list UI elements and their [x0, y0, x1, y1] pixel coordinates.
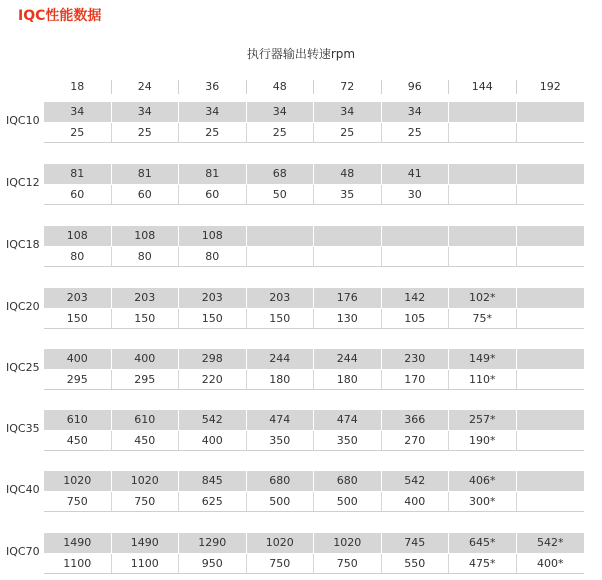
table-cell: 1490 — [112, 533, 180, 553]
table-cell: 257* — [449, 410, 517, 430]
model-label: IQC12 — [6, 176, 40, 189]
table-cell — [382, 247, 450, 266]
table-cell: 950 — [179, 554, 247, 573]
table-cell: 34 — [382, 102, 450, 122]
model-group — [0, 102, 602, 143]
page-title: IQC性能数据 — [18, 8, 102, 24]
table-cell: 1290 — [179, 533, 247, 553]
speed-header-cell: 96 — [382, 80, 450, 94]
table-cell: 750 — [314, 554, 382, 573]
table-cell: 300* — [449, 492, 517, 511]
table-cell: 75* — [449, 309, 517, 328]
table-cell — [517, 288, 585, 308]
table-cell — [449, 164, 517, 184]
table-cell: 750 — [44, 492, 112, 511]
torque-row-rated — [44, 431, 584, 451]
torque-row-max — [44, 410, 584, 430]
table-cell: 610 — [112, 410, 180, 430]
torque-row-rated — [44, 247, 584, 267]
table-cell: 542 — [382, 471, 450, 491]
speed-header-cell: 24 — [112, 80, 180, 94]
table-cell: 203 — [247, 288, 315, 308]
table-cell: 474 — [314, 410, 382, 430]
table-cell: 1100 — [112, 554, 180, 573]
table-cell: 1020 — [44, 471, 112, 491]
table-cell: 1100 — [44, 554, 112, 573]
table-cell: 203 — [44, 288, 112, 308]
table-cell: 500 — [314, 492, 382, 511]
table-cell: 474 — [247, 410, 315, 430]
table-cell: 400 — [179, 431, 247, 450]
torque-row-rated — [44, 123, 584, 143]
speed-header-cell: 48 — [247, 80, 315, 94]
table-cell: 81 — [44, 164, 112, 184]
speed-header-cell: 192 — [539, 80, 561, 93]
table-cell: 105 — [382, 309, 450, 328]
table-cell: 190* — [449, 431, 517, 450]
table-cell: 270 — [382, 431, 450, 450]
torque-row-max — [44, 226, 584, 246]
table-cell: 35 — [314, 185, 382, 204]
speed-header-cell: 144 — [449, 80, 517, 94]
model-label: IQC70 — [6, 545, 40, 558]
table-cell: 350 — [247, 431, 315, 450]
table-cell: 845 — [179, 471, 247, 491]
table-cell: 108 — [179, 226, 247, 246]
speed-header-cell: 72 — [314, 80, 382, 94]
table-cell — [517, 410, 585, 430]
table-cell: 34 — [44, 102, 112, 122]
speed-header-cell: 36 — [179, 80, 247, 94]
table-cell: 25 — [44, 123, 112, 142]
table-cell: 400* — [537, 557, 564, 570]
table-cell: 150 — [44, 309, 112, 328]
table-cell: 34 — [314, 102, 382, 122]
table-cell — [517, 102, 585, 122]
table-cell: 203 — [112, 288, 180, 308]
torque-row-max — [44, 288, 584, 308]
torque-row-max — [44, 102, 584, 122]
table-cell: 102* — [449, 288, 517, 308]
table-cell: 81 — [179, 164, 247, 184]
table-cell — [517, 247, 585, 266]
table-cell: 400 — [112, 349, 180, 369]
table-cell: 1020 — [247, 533, 315, 553]
table-cell: 34 — [179, 102, 247, 122]
torque-row-rated — [44, 370, 584, 390]
table-cell — [517, 309, 585, 328]
table-cell: 1490 — [44, 533, 112, 553]
table-cell — [247, 226, 315, 246]
table-cell: 81 — [112, 164, 180, 184]
table-cell: 475* — [449, 554, 517, 573]
torque-row-rated — [44, 554, 584, 574]
table-cell — [382, 226, 450, 246]
table-cell: 108 — [44, 226, 112, 246]
table-cell: 750 — [247, 554, 315, 573]
model-group — [0, 164, 602, 205]
table-cell — [314, 226, 382, 246]
model-label: IQC20 — [6, 300, 40, 313]
table-cell — [449, 185, 517, 204]
table-cell: 130 — [314, 309, 382, 328]
table-cell — [517, 164, 585, 184]
speed-header-row — [44, 80, 584, 94]
table-cell — [517, 226, 585, 246]
model-group — [0, 349, 602, 390]
torque-row-rated — [44, 492, 584, 512]
table-cell: 180 — [314, 370, 382, 389]
table-cell: 68 — [247, 164, 315, 184]
table-cell: 170 — [382, 370, 450, 389]
table-cell: 750 — [112, 492, 180, 511]
table-cell: 48 — [314, 164, 382, 184]
table-cell: 220 — [179, 370, 247, 389]
table-cell: 150 — [247, 309, 315, 328]
table-cell — [449, 247, 517, 266]
table-cell: 550 — [382, 554, 450, 573]
table-cell — [517, 431, 585, 450]
model-label: IQC40 — [6, 483, 40, 496]
table-cell: 400 — [382, 492, 450, 511]
table-cell: 80 — [112, 247, 180, 266]
table-cell: 30 — [382, 185, 450, 204]
table-cell: 1020 — [112, 471, 180, 491]
model-group — [0, 533, 602, 574]
table-cell: 41 — [382, 164, 450, 184]
table-cell: 1020 — [314, 533, 382, 553]
table-cell — [517, 349, 585, 369]
torque-row-max — [44, 349, 584, 369]
table-cell: 645* — [449, 533, 517, 553]
model-group — [0, 226, 602, 267]
table-cell: 298 — [179, 349, 247, 369]
table-cell: 180 — [247, 370, 315, 389]
table-cell: 745 — [382, 533, 450, 553]
table-cell: 244 — [314, 349, 382, 369]
torque-row-max — [44, 533, 584, 553]
torque-row-max — [44, 164, 584, 184]
table-cell: 60 — [112, 185, 180, 204]
table-cell: 680 — [314, 471, 382, 491]
table-cell: 150 — [112, 309, 180, 328]
torque-row-rated — [44, 309, 584, 329]
table-cell: 230 — [382, 349, 450, 369]
table-cell: 625 — [179, 492, 247, 511]
table-cell: 25 — [112, 123, 180, 142]
table-cell: 60 — [44, 185, 112, 204]
table-cell: 450 — [44, 431, 112, 450]
model-group — [0, 471, 602, 512]
table-cell: 542* — [537, 536, 564, 549]
table-cell: 25 — [382, 123, 450, 142]
table-cell: 110* — [449, 370, 517, 389]
table-cell: 80 — [44, 247, 112, 266]
table-cell — [517, 185, 585, 204]
table-cell — [517, 370, 585, 389]
table-cell: 149* — [449, 349, 517, 369]
table-cell — [517, 123, 585, 142]
table-cell: 108 — [112, 226, 180, 246]
model-label: IQC35 — [6, 422, 40, 435]
table-cell: 203 — [179, 288, 247, 308]
table-cell: 400 — [44, 349, 112, 369]
table-cell: 542 — [179, 410, 247, 430]
table-cell: 406* — [449, 471, 517, 491]
table-cell: 25 — [247, 123, 315, 142]
speed-header-cell: 18 — [44, 80, 112, 94]
table-cell — [449, 226, 517, 246]
table-cell: 450 — [112, 431, 180, 450]
model-group — [0, 288, 602, 329]
table-cell — [517, 471, 585, 491]
table-cell: 350 — [314, 431, 382, 450]
table-cell: 25 — [179, 123, 247, 142]
model-label: IQC25 — [6, 361, 40, 374]
table-cell — [449, 102, 517, 122]
torque-row-max — [44, 471, 584, 491]
table-cell: 295 — [112, 370, 180, 389]
model-label: IQC10 — [6, 114, 40, 127]
table-cell: 610 — [44, 410, 112, 430]
table-cell: 80 — [179, 247, 247, 266]
model-group — [0, 410, 602, 451]
table-cell: 50 — [247, 185, 315, 204]
model-label: IQC18 — [6, 238, 40, 251]
table-cell: 142 — [382, 288, 450, 308]
table-cell: 295 — [44, 370, 112, 389]
table-cell: 150 — [179, 309, 247, 328]
table-cell: 60 — [179, 185, 247, 204]
table-cell: 34 — [247, 102, 315, 122]
table-subtitle: 执行器输出转速rpm — [246, 47, 356, 61]
table-cell: 366 — [382, 410, 450, 430]
table-cell: 500 — [247, 492, 315, 511]
table-cell: 34 — [112, 102, 180, 122]
table-cell — [314, 247, 382, 266]
table-cell: 244 — [247, 349, 315, 369]
table-cell — [247, 247, 315, 266]
table-cell — [449, 123, 517, 142]
table-cell — [517, 492, 585, 511]
torque-row-rated — [44, 185, 584, 205]
table-cell: 680 — [247, 471, 315, 491]
table-cell: 176 — [314, 288, 382, 308]
table-cell: 25 — [314, 123, 382, 142]
